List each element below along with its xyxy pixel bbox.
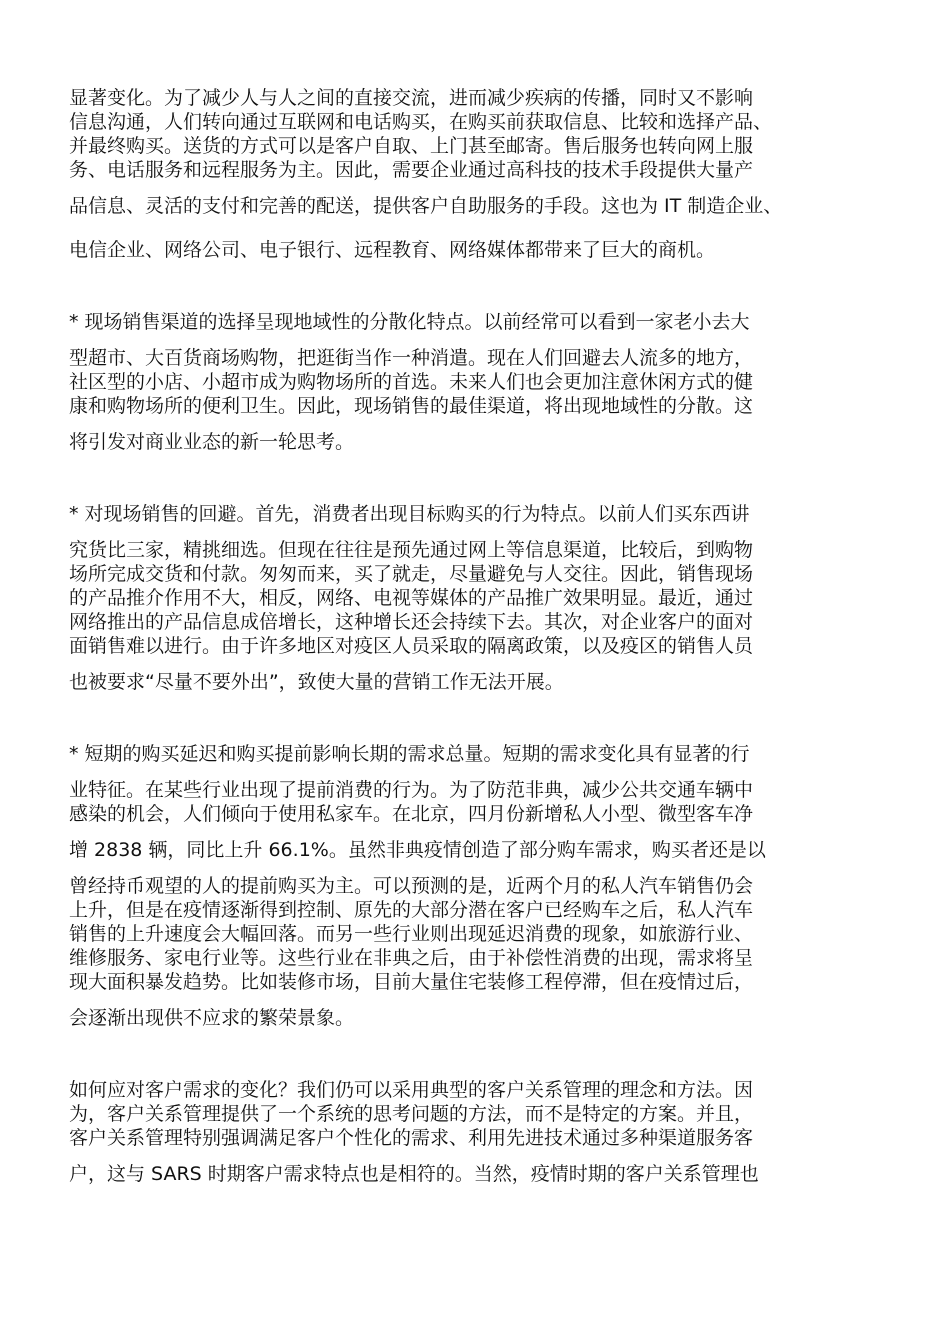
text-line: 业特征。在某些行业出现了提前消费的行为。为了防范非典，减少公共交通车辆中 xyxy=(69,779,754,801)
paragraph-3 xyxy=(69,502,884,694)
text-line: 并最终购买。送货的方式可以是客户自取、上门甚至邮寄。售后服务也转向网上服 xyxy=(69,135,754,157)
text-line: 的产品推介作用不大，相反，网络、电视等媒体的产品推广效果明显。最近，通过 xyxy=(69,587,754,609)
document-page xyxy=(69,86,884,1234)
text-line: 增 2838 辆，同比上升 66.1%。虽然非典疫情创造了部分购车需求，购买者还是以 xyxy=(69,839,766,861)
text-line: 感染的机会，人们倾向于使用私家车。在北京，四月份新增私人小型、微型客车净 xyxy=(69,803,754,825)
text-line: 电信企业、网络公司、电子银行、远程教育、网络媒体都带来了巨大的商机。 xyxy=(69,239,716,261)
text-line: 客户关系管理特别强调满足客户个性化的需求、利用先进技术通过多种渠道服务客 xyxy=(69,1127,754,1149)
text-line: * 现场销售渠道的选择呈现地域性的分散化特点。以前经常可以看到一家老小去大 xyxy=(69,311,750,333)
text-line: 显著变化。为了减少人与人之间的直接交流，进而减少疾病的传播，同时又不影响 xyxy=(69,87,754,109)
text-line: 现大面积暴发趋势。比如装修市场，目前大量住宅装修工程停滞，但在疫情过后， xyxy=(69,971,754,993)
text-line: 会逐渐出现供不应求的繁荣景象。 xyxy=(69,1007,355,1029)
text-line: 网络推出的产品信息成倍增长，这种增长还会持续下去。其次，对企业客户的面对 xyxy=(69,611,754,633)
text-line: 将引发对商业业态的新一轮思考。 xyxy=(69,431,355,453)
paragraph-1 xyxy=(69,86,884,262)
text-line: 社区型的小店、小超市成为购物场所的首选。未来人们也会更加注意休闲方式的健 xyxy=(69,371,754,393)
paragraph-4 xyxy=(69,742,884,1030)
text-line: 销售的上升速度会大幅回落。而另一些行业则出现延迟消费的现象，如旅游行业、 xyxy=(69,923,754,945)
text-line: 康和购物场所的便利卫生。因此，现场销售的最佳渠道，将出现地域性的分散。这 xyxy=(69,395,754,417)
text-line: 究货比三家，精挑细选。但现在往往是预先通过网上等信息渠道，比较后，到购物 xyxy=(69,539,754,561)
text-line: 面销售难以进行。由于许多地区对疫区人员采取的隔离政策，以及疫区的销售人员 xyxy=(69,635,754,657)
text-line: * 对现场销售的回避。首先，消费者出现目标购买的行为特点。以前人们买东西讲 xyxy=(69,503,750,525)
text-line: 曾经持币观望的人的提前购买为主。可以预测的是，近两个月的私人汽车销售仍会 xyxy=(69,875,754,897)
text-line: 如何应对客户需求的变化？我们仍可以采用典型的客户关系管理的理念和方法。因 xyxy=(69,1079,754,1101)
paragraph-5 xyxy=(69,1078,884,1186)
text-line: * 短期的购买延迟和购买提前影响长期的需求总量。短期的需求变化具有显著的行 xyxy=(69,743,750,765)
paragraph-2 xyxy=(69,310,884,454)
text-line: 也被要求“尽量不要外出”，致使大量的营销工作无法开展。 xyxy=(69,671,564,693)
text-line: 型超市、大百货商场购物，把逛街当作一种消遣。现在人们回避去人流多的地方， xyxy=(69,347,754,369)
text-line: 上升，但是在疫情逐渐得到控制、原先的大部分潜在客户已经购车之后，私人汽车 xyxy=(69,899,754,921)
text-line: 维修服务、家电行业等。这些行业在非典之后，由于补偿性消费的出现，需求将呈 xyxy=(69,947,754,969)
text-line: 信息沟通，人们转向通过互联网和电话购买，在购买前获取信息、比较和选择产品、 xyxy=(69,111,773,133)
text-line: 为，客户关系管理提供了一个系统的思考问题的方法，而不是特定的方案。并且， xyxy=(69,1103,754,1125)
text-line: 场所完成交货和付款。匆匆而来，买了就走，尽量避免与人交往。因此，销售现场 xyxy=(69,563,754,585)
text-line: 品信息、灵活的支付和完善的配送，提供客户自助服务的手段。这也为 IT 制造企业、 xyxy=(69,195,783,217)
text-line: 务、电话服务和远程服务为主。因此，需要企业通过高科技的技术手段提供大量产 xyxy=(69,159,754,181)
text-line: 户，这与 SARS 时期客户需求特点也是相符的。当然，疫情时期的客户关系管理也 xyxy=(69,1163,759,1185)
